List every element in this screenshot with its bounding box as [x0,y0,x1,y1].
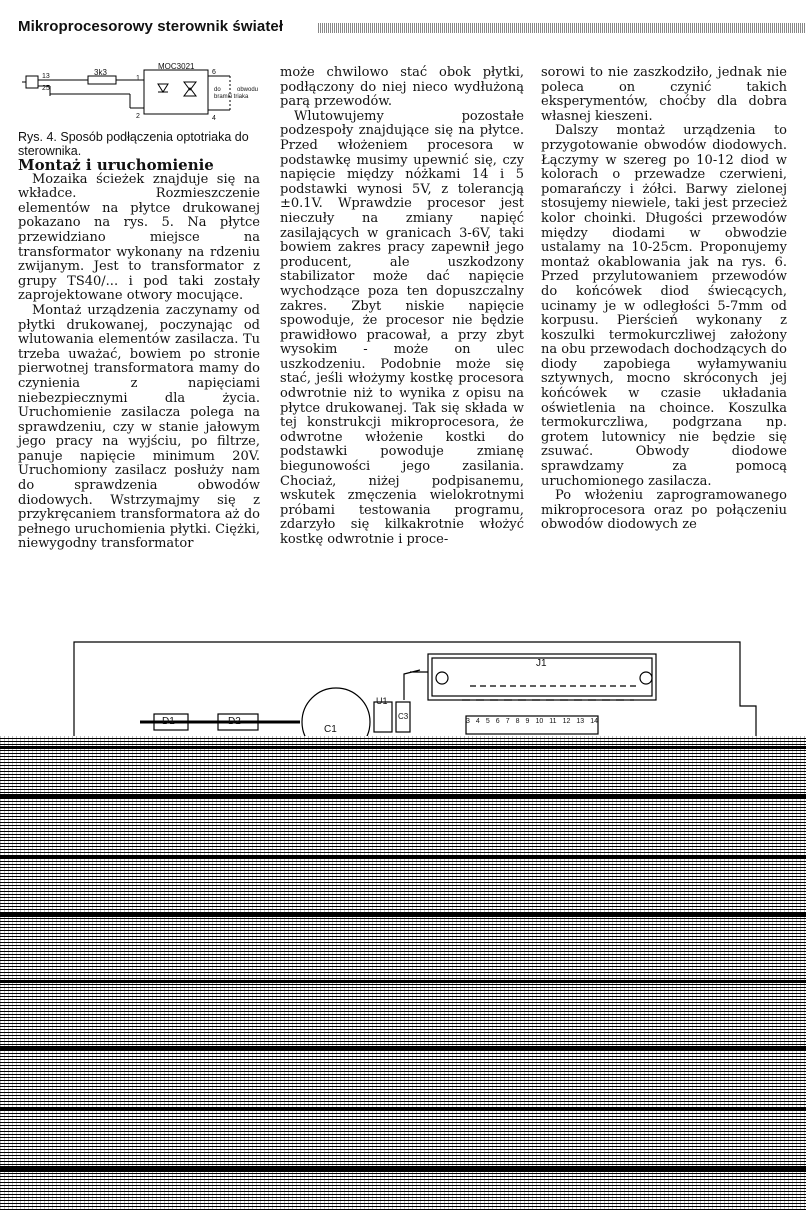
column-2-paragraph: może chwilowo stać obok płytki, podłączony do niej nieco wydłużoną parą przewodów. [280,65,524,110]
figure-4-caption: Rys. 4. Sposób podłączenia optotriaka do sterownika. [18,130,249,158]
column-3-paragraph: Po włożeniu zaprogramowanego mikroprocesora oraz po połączeniu obwodów diodowych ze [541,488,787,533]
pin-number: 3 [466,718,470,725]
schematic-note: do obwodu bramki triaka [214,87,258,100]
pcb-outline-svg [0,640,806,736]
column-3 [541,66,787,533]
column-2-paragraph: Wlutowujemy pozostałe podzespoły znajdujące się na płytce. Przed włożeniem procesora w podstawkę musimy upewnić się, czy napięcie między nóżkami 14 i 5 podstawki wynosi 5V, z tolerancją ±0.1V. Wprawdzie procesor jest nieczuły na zmiany napięć zasilających w granicach 3-6V, taki bowiem zakres pracy zapewnił jego producent, ale uszkodzony stabilizator może dać napięcie wychodzące poza ten dopuszczalny zakres. Zbyt niskie napięcie spowoduje, że procesor nie będzie prawidłowo pracował, a przy zbyt wysokim - może on ulec uszkodzeniu. Podobnie może się stać, jeśli włożymy kostkę procesora odwrotnie niż to wynika z opisu na płytce drukowanej. Tak się składa w tej konstrukcji mikroprocesora, że odwrotne włożenie kostki do podstawki powoduje zmianę biegunowości jego zasilania. Chociaż, niżej podpisanemu, wskutek zmęczenia wielokrotnymi próbami testowania programu, zdarzyło się kilkakrotnie włożyć kostkę odwrotnie i proce- [280,108,524,547]
schematic-pin-13: 13 [42,73,50,80]
pin-number: 7 [505,718,510,725]
schematic-pin-6: 6 [212,69,216,76]
pin-number: 13 [576,718,585,725]
noise-band [0,794,806,798]
schematic-pin-1: 1 [136,75,140,82]
figure-4-schematic [18,62,258,124]
column-3-paragraph: sorowi to nie zaszkodziło, jednak nie poleca on czynić takich eksperymentów, choćby dla dobra własnej kieszeni. [541,65,787,124]
component-label-d2: D2 [228,716,241,727]
pin-number: 5 [485,718,490,725]
pcb-layout-figure [0,640,806,736]
column-3-paragraph: Dalszy montaż urządzenia to przygotowanie obwodów diodowych. Łączymy w szereg po 10-12 diod w kolorach o przewadze czerwieni, pomarańczy i żółci. Barwy zielonej stosujemy niewiele, taki jest przecież kolor choinki. Długości przewodów między diodami w obwodzie ustalamy na 10-25cm. Proponujemy montaż okablowania jak na rys. 6. Przed przylutowaniem przewodów do końcówek diod świecących, ucinamy je w odległości 5-7mm od korpusu. Pierścień wykonany z koszulki termokurczliwej założony na obu przewodach dochodzących do diody zapobiega wyłamywaniu sztywnych, mocno skróconych jej końcówek w czasie układania oświetlenia na choince. Koszulka termokurczliwa, podgrzana np. grotem lutownicy nie będzie się zsuwać. Obwody diodowe sprawdzamy za pomocą uruchomionego zasilacza. [541,123,787,489]
header-title: Mikroprocesorowy sterownik świateł [18,18,284,35]
column-1-paragraph: Montaż urządzenia zaczynamy od płytki drukowanej, poczynając od wlutowania elementów zasilacza. Tu trzeba uważać, bowiem po stronie pierwotnej transformatora mamy do czynienia z napięciami niebezpiecznymi dla życia. Uruchomienie zasilacza polega na sprawdzeniu, czy w stanie jałowym jego pracy na wyjściu, po filtrze, panuje napięcie minimum 20V. Uruchomiony zasilacz posłuży nam do sprawdzenia obwodów diodowych. Wstrzymajmy się z przykręcaniem transformatora aż do pełnego uruchomienia płytki. Ciężki, niewygodny transformator [18,302,260,552]
schematic-resistor-label: 3k3 [94,68,107,77]
noise-band [0,980,806,983]
column-2 [280,66,524,548]
component-label-d1: D1 [162,716,175,727]
connector-label-j1: J1 [536,658,547,669]
component-label-c3: C3 [398,712,409,721]
schematic-pin-25: 25 [42,85,50,92]
noise-band [0,746,806,749]
column-1-paragraph: Mozaika ścieżek znajduje się na wkładce. Rozmieszczenie elementów na płytce drukowanej pokazano na rys. 5. Na płytce przewidziano miejsce na transformator wykonany na rdzeniu zwijanym. Jest to transformator z grupy TS40/... i pod taki zostały zaprojektowane otwory mocujące. [18,171,260,304]
noise-band [0,856,806,859]
page-header [18,18,790,38]
column-1 [18,62,260,552]
pin-number: 8 [515,718,520,725]
noise-band [0,1108,806,1111]
section-title: Montaż i uruchomienie [18,156,214,174]
pin-number: 10 [535,718,544,725]
scan-noise-region [0,736,806,1210]
schematic-pin-4: 4 [212,115,216,122]
pin-number: 11 [549,718,557,725]
pin-number: 12 [562,718,571,725]
schematic-chip-label: MOC3021 [158,62,195,71]
pin-number: 9 [525,718,530,725]
pin-number: 4 [475,718,480,725]
header-pattern [318,23,806,33]
schematic-pin-2: 2 [136,113,140,120]
noise-band [0,1166,806,1172]
pin-number: 6 [495,718,500,725]
noise-band [0,912,806,917]
noise-band [0,1046,806,1050]
pin-number: 14 [590,718,598,725]
pin-number-row [466,718,598,725]
component-label-u1: U1 [376,696,388,706]
component-label-c1: C1 [324,724,337,735]
